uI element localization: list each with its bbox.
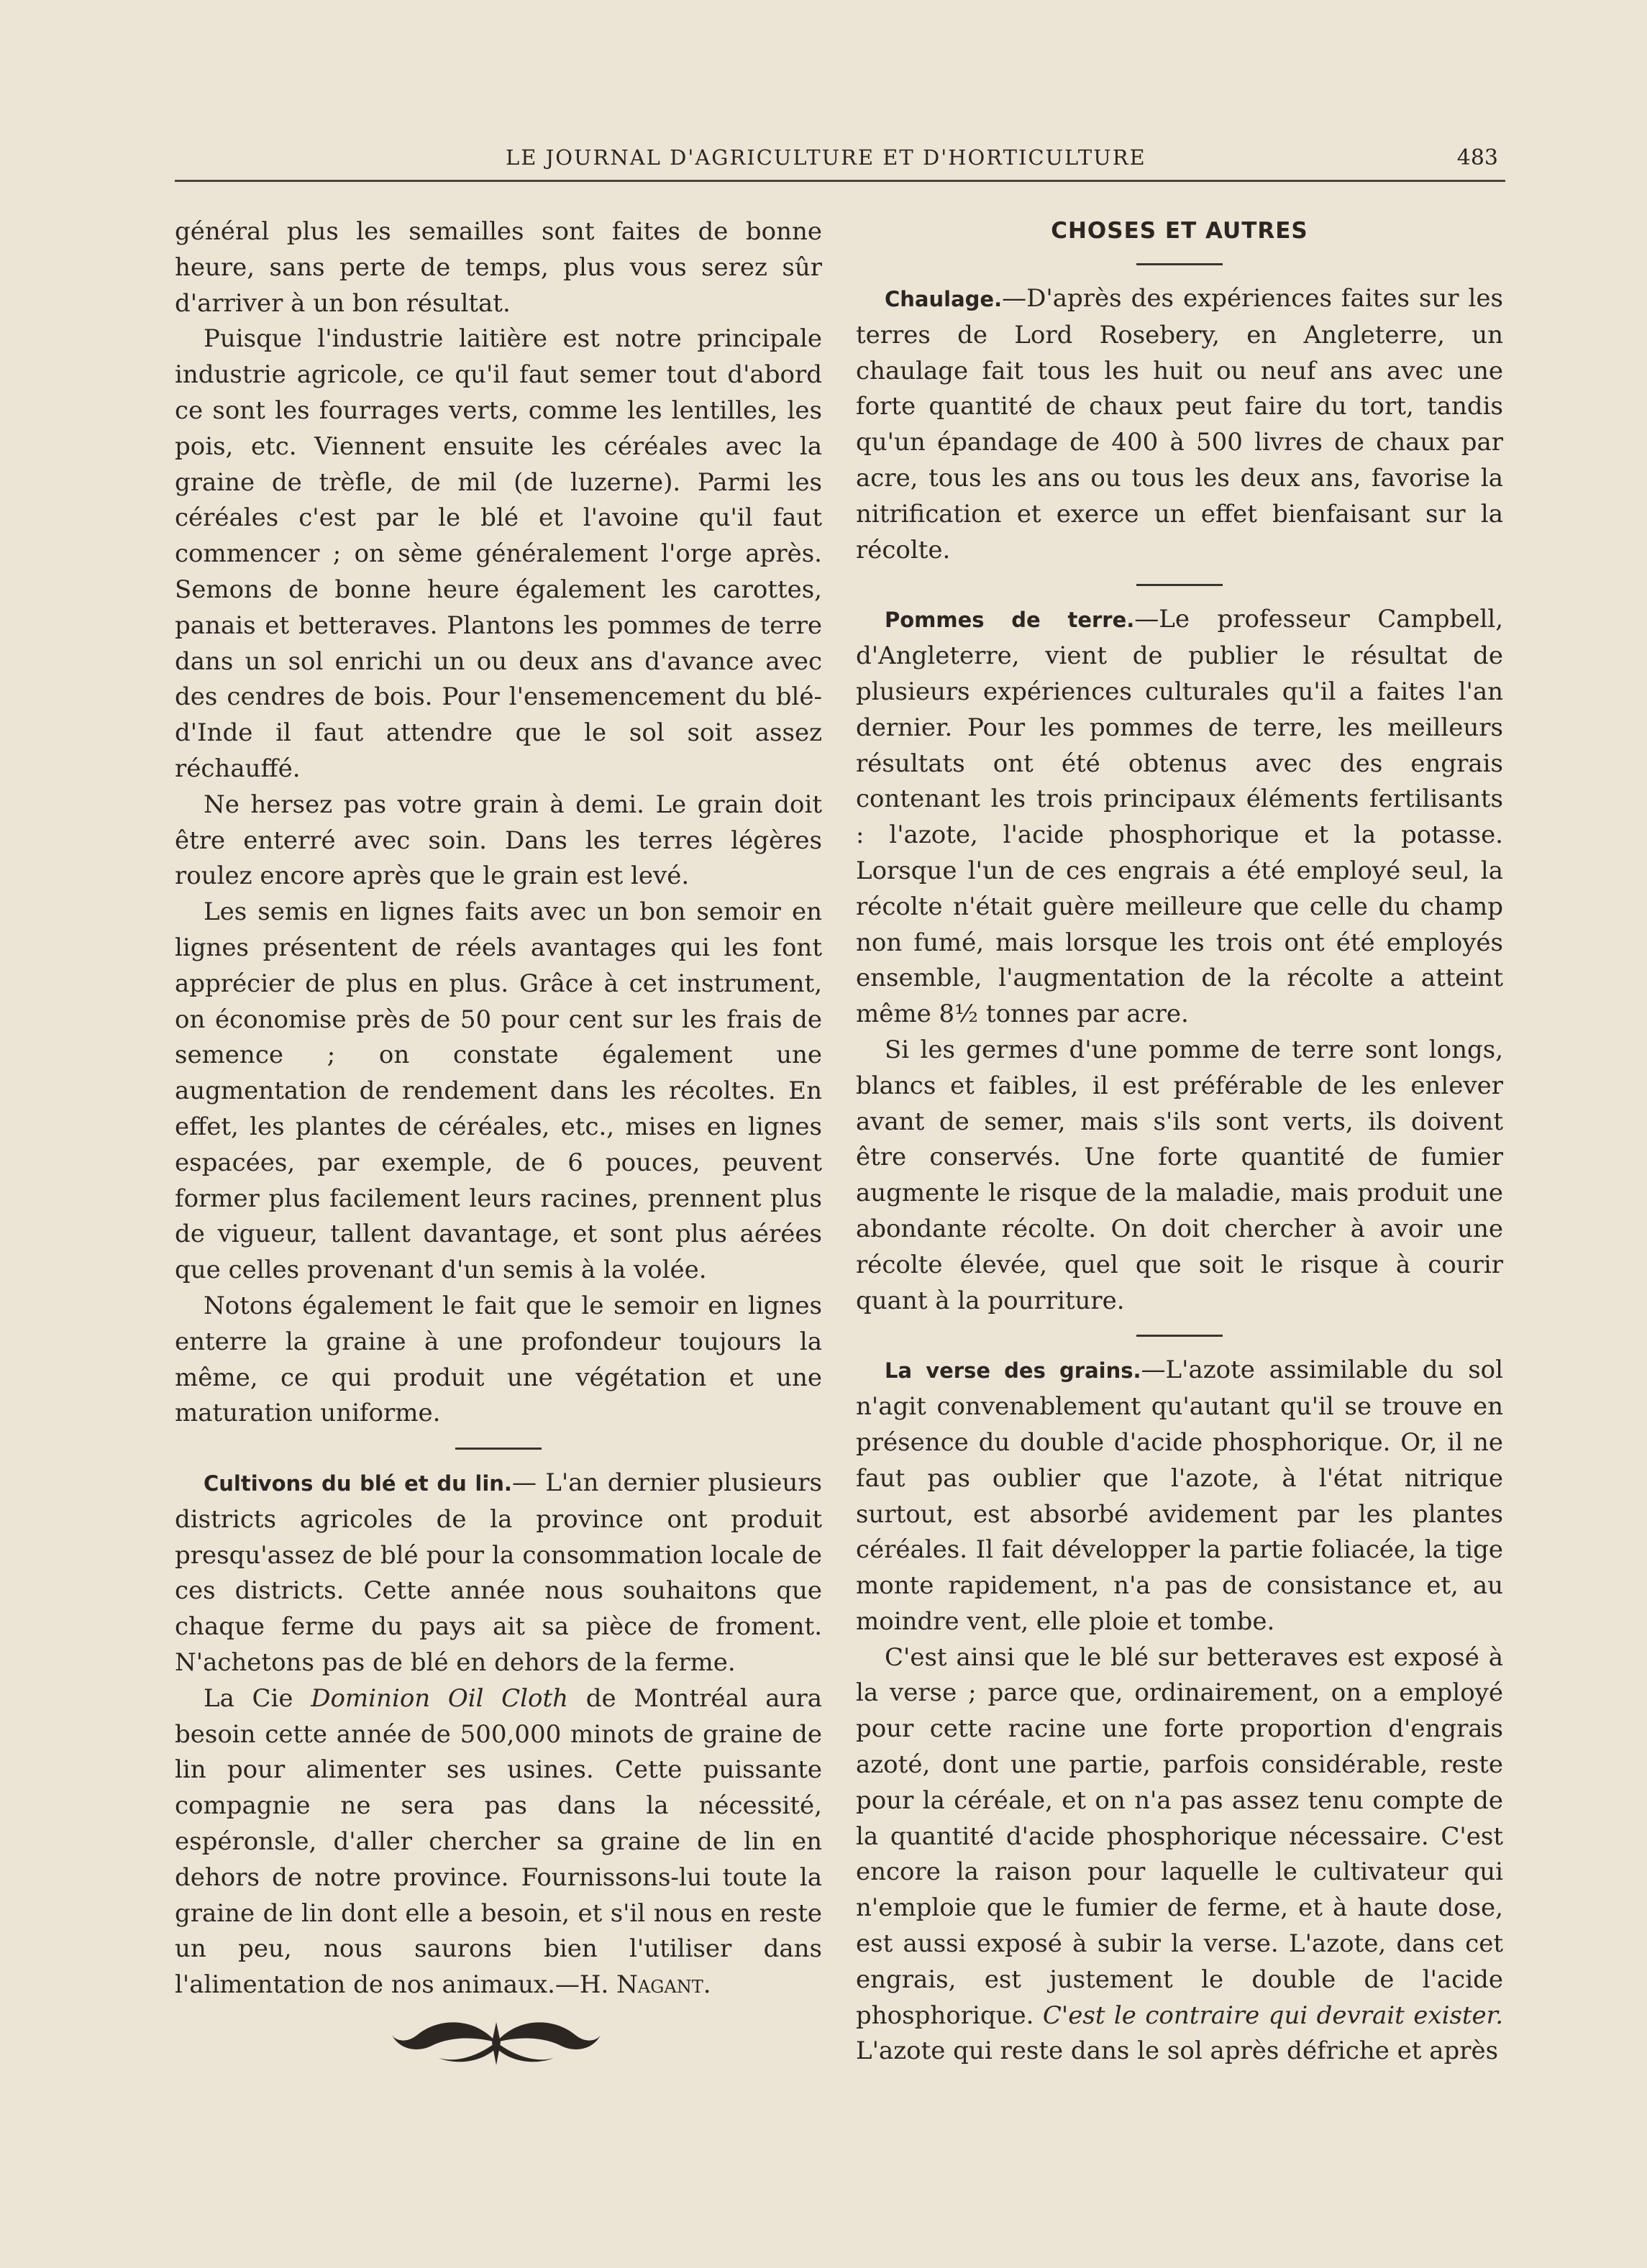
section-divider: [1136, 584, 1223, 586]
paragraph-body: — L'an dernier plusieurs districts agricoles de la province ont produit presqu'assez de blé pour la consommation locale de ces districts. Cette année nous souhaitons que chaque ferme du pays ait sa pièce de froment. N'achetons pas de blé en dehors de la ferme.: [175, 1468, 822, 1678]
paragraph-body: —Le professeur Campbell, d'Angleterre, vient de publier le résultat de plusieurs expériences culturales qu'il a faites l'an dernier. Pour les pommes de terre, les meilleurs résultats ont été obtenus avec des engrais contenant les trois principaux éléments fertilisants : l'azote, l'acide phosphorique et la potasse. Lorsque l'un de ces engrais a été employé seul, la récolte n'était guère meilleure que celle du champ non fumé, mais lorsque les trois ont été employés ensemble, l'augmentation de la récolte a atteint même 8½ tonnes par acre.: [856, 605, 1504, 1029]
paragraph-verse: [856, 1353, 1503, 1640]
paragraph: Les semis en lignes faits avec un bon semoir en lignes présentent de réels avantages qui les font apprécier de plus en plus. Grâce à cet instrument, on économise près de 50 pour cent sur les frais de semence ; on constate également une augmentation de rendement dans les récoltes. En effet, les plantes de céréales, etc., mises en lignes espacées, par exemple, de 6 pouces, peuvent former plus facilement leurs racines, prennent plus de vigueur, tallent davantage, et sont plus aérées que celles provenant d'un semis à la volée.: [175, 897, 822, 1285]
running-header: [175, 145, 1505, 182]
right-column: [856, 214, 1503, 2070]
section-divider: [1136, 263, 1223, 265]
paragraph-lead: Chaulage.: [885, 287, 1003, 311]
paragraph-body: La Cie: [204, 1683, 311, 1713]
italic-phrase: C'est le contraire qui devrait exister.: [1042, 2000, 1503, 2030]
paragraph-body: —D'après des expériences faites sur les terres de Lord Rosebery, en Angleterre, un chaulage fait tous les huit ou neuf ans avec une forte quantité de chaux peut faire du tort, tandis qu'un épandage de 400 à 500 livres de chaux par acre, tous les ans ou tous les deux ans, favorise la nitrification et exerce un effet bienfaisant sur la récolte.: [856, 284, 1503, 564]
author-signature: Nagant.: [616, 1970, 711, 2000]
section-divider: [1136, 1335, 1223, 1337]
page-number: 483: [1456, 145, 1498, 170]
paragraph-body: de Montréal aura besoin cette année de 500,000 minots de graine de lin pour alimenter ses usines. Cette puissante compagnie ne sera pas dans la nécessité, espéronsle, d'aller chercher sa graine de lin en dehors de notre province. Fournissons-lui toute la graine de lin dont elle a besoin, et s'il nous en reste un peu, nous saurons bien l'utiliser dans l'alimentation de nos animaux.—H.: [175, 1683, 822, 2000]
paragraph-lead: Pommes de terre.: [885, 608, 1135, 633]
paragraph-body: L'azote qui reste dans le sol après défriche et après: [856, 2036, 1499, 2066]
paragraph-chaulage: [856, 281, 1503, 568]
left-column: [175, 214, 822, 2003]
paragraph-body: —L'azote assimilable du sol n'agit convenablement qu'autant qu'il se trouve en présence du double d'acide phosphorique. Or, il ne faut pas oublier que l'azote, à l'état nitrique surtout, est absorbé avidement par les plantes céréales. Il fait développer la partie foliacée, la tige monte rapidement, n'a pas de consistance et, au moindre vent, elle ploie et tombe.: [856, 1355, 1503, 1636]
paragraph-cultivons: [175, 1465, 822, 1681]
paragraph: Ne hersez pas votre grain à demi. Le grain doit être enterré avec soin. Dans les terres légères roulez encore après que le grain est levé.: [175, 790, 822, 891]
paragraph-lead: Cultivons du blé et du lin.: [204, 1471, 512, 1496]
paragraph: Notons également le fait que le semoir en lignes enterre la graine à une profondeur toujours la même, ce qui produit une végétation et une maturation uniforme.: [175, 1291, 822, 1428]
paragraph-lead: La verse des grains.: [885, 1358, 1141, 1384]
paragraph: Si les germes d'une pomme de terre sont longs, blancs et faibles, il est préférable de les enlever avant de semer, mais s'ils sont verts, ils doivent être conservés. Une forte quantité de fumier augmente le risque de la maladie, mais produit une abondante récolte. On doit chercher à avoir une récolte élevée, quel que soit le risque à courir quant à la pourriture.: [856, 1035, 1503, 1315]
paragraph: général plus les semailles sont faites de bonne heure, sans perte de temps, plus vous serez sûr d'arriver à un bon résultat.: [175, 217, 822, 318]
journal-title: LE JOURNAL D'AGRICULTURE ET D'HORTICULTURE: [506, 145, 1146, 170]
paragraph: Puisque l'industrie laitière est notre principale industrie agricole, ce qu'il faut semer tout d'abord ce sont les fourrages verts, comme les lentilles, les pois, etc. Viennent ensuite les céréales avec la graine de trèfle, de mil (de luzerne). Parmi les céréales c'est par le blé et l'avoine qu'il faut commencer ; on sème généralement l'orge après. Semons de bonne heure également les carottes, panais et betteraves. Plantons les pommes de terre dans un sol enrichi un ou deux ans d'avance avec des cendres de bois. Pour l'ensemencement du blé-d'Inde il faut attendre que le sol soit assez réchauffé.: [175, 324, 822, 783]
paragraph-betteraves: [856, 1640, 1503, 2070]
paragraph-body: C'est ainsi que le blé sur betteraves est exposé à la verse ; parce que, ordinairement, on a employé pour cette racine une forte proportion d'engrais azoté, dont une partie, parfois considérable, reste pour la céréale, et on n'a pas assez tenu compte de la quantité d'acide phosphorique nécessaire. C'est encore la raison pour laquelle le cultivateur qui n'emploie que le fumier de ferme, et à haute dose, est aussi exposé à subir la verse. L'azote, dans cet engrais, est justement le double de l'acide phosphorique.: [856, 1642, 1503, 2030]
section-divider: [455, 1448, 542, 1450]
paragraph-dominion: [175, 1681, 822, 2003]
section-title: CHOSES ET AUTRES: [1051, 218, 1308, 244]
decorative-ornament: [388, 2013, 604, 2071]
paragraph-pommes: [856, 602, 1503, 1033]
company-name: Dominion Oil Cloth: [311, 1683, 569, 1713]
